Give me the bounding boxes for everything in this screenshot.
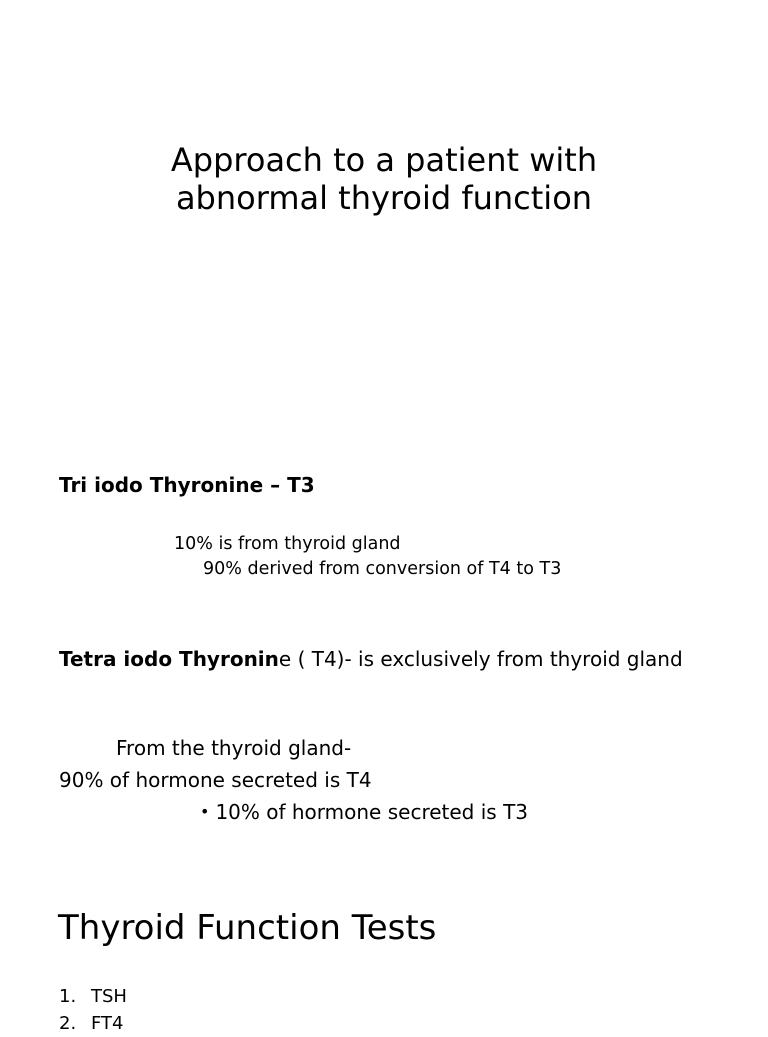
t4-paragraph bbox=[59, 647, 719, 672]
page-title bbox=[0, 141, 768, 217]
t4-description: e ( T4)- is exclusively from thyroid gland bbox=[278, 647, 683, 671]
t4-heading-bold: Tetra iodo Thyronin bbox=[59, 647, 279, 671]
gland-t3-text: 10% of hormone secreted is T3 bbox=[215, 800, 529, 824]
title-line-2: abnormal thyroid function bbox=[175, 179, 593, 217]
t3-source-gland: 10% is from thyroid gland bbox=[174, 534, 401, 554]
bullet-icon: • bbox=[200, 802, 210, 821]
tests-heading: Thyroid Function Tests bbox=[58, 908, 437, 948]
gland-t4-share: 90% of hormone secreted is T4 bbox=[59, 768, 372, 792]
list-item-label: FT4 bbox=[91, 1013, 124, 1034]
list-item-number: 2. bbox=[59, 1013, 77, 1034]
t3-heading: Tri iodo Thyronine – T3 bbox=[59, 473, 315, 497]
list-item-number: 1. bbox=[59, 986, 77, 1007]
tests-list bbox=[59, 983, 127, 1037]
gland-t3-share bbox=[200, 800, 528, 824]
list-item bbox=[59, 983, 127, 1010]
list-item-label: TSH bbox=[91, 986, 127, 1007]
gland-heading: From the thyroid gland- bbox=[116, 736, 352, 760]
t3-source-conversion: 90% derived from conversion of T4 to T3 bbox=[203, 559, 562, 579]
title-line-1: Approach to a patient with bbox=[170, 141, 598, 179]
